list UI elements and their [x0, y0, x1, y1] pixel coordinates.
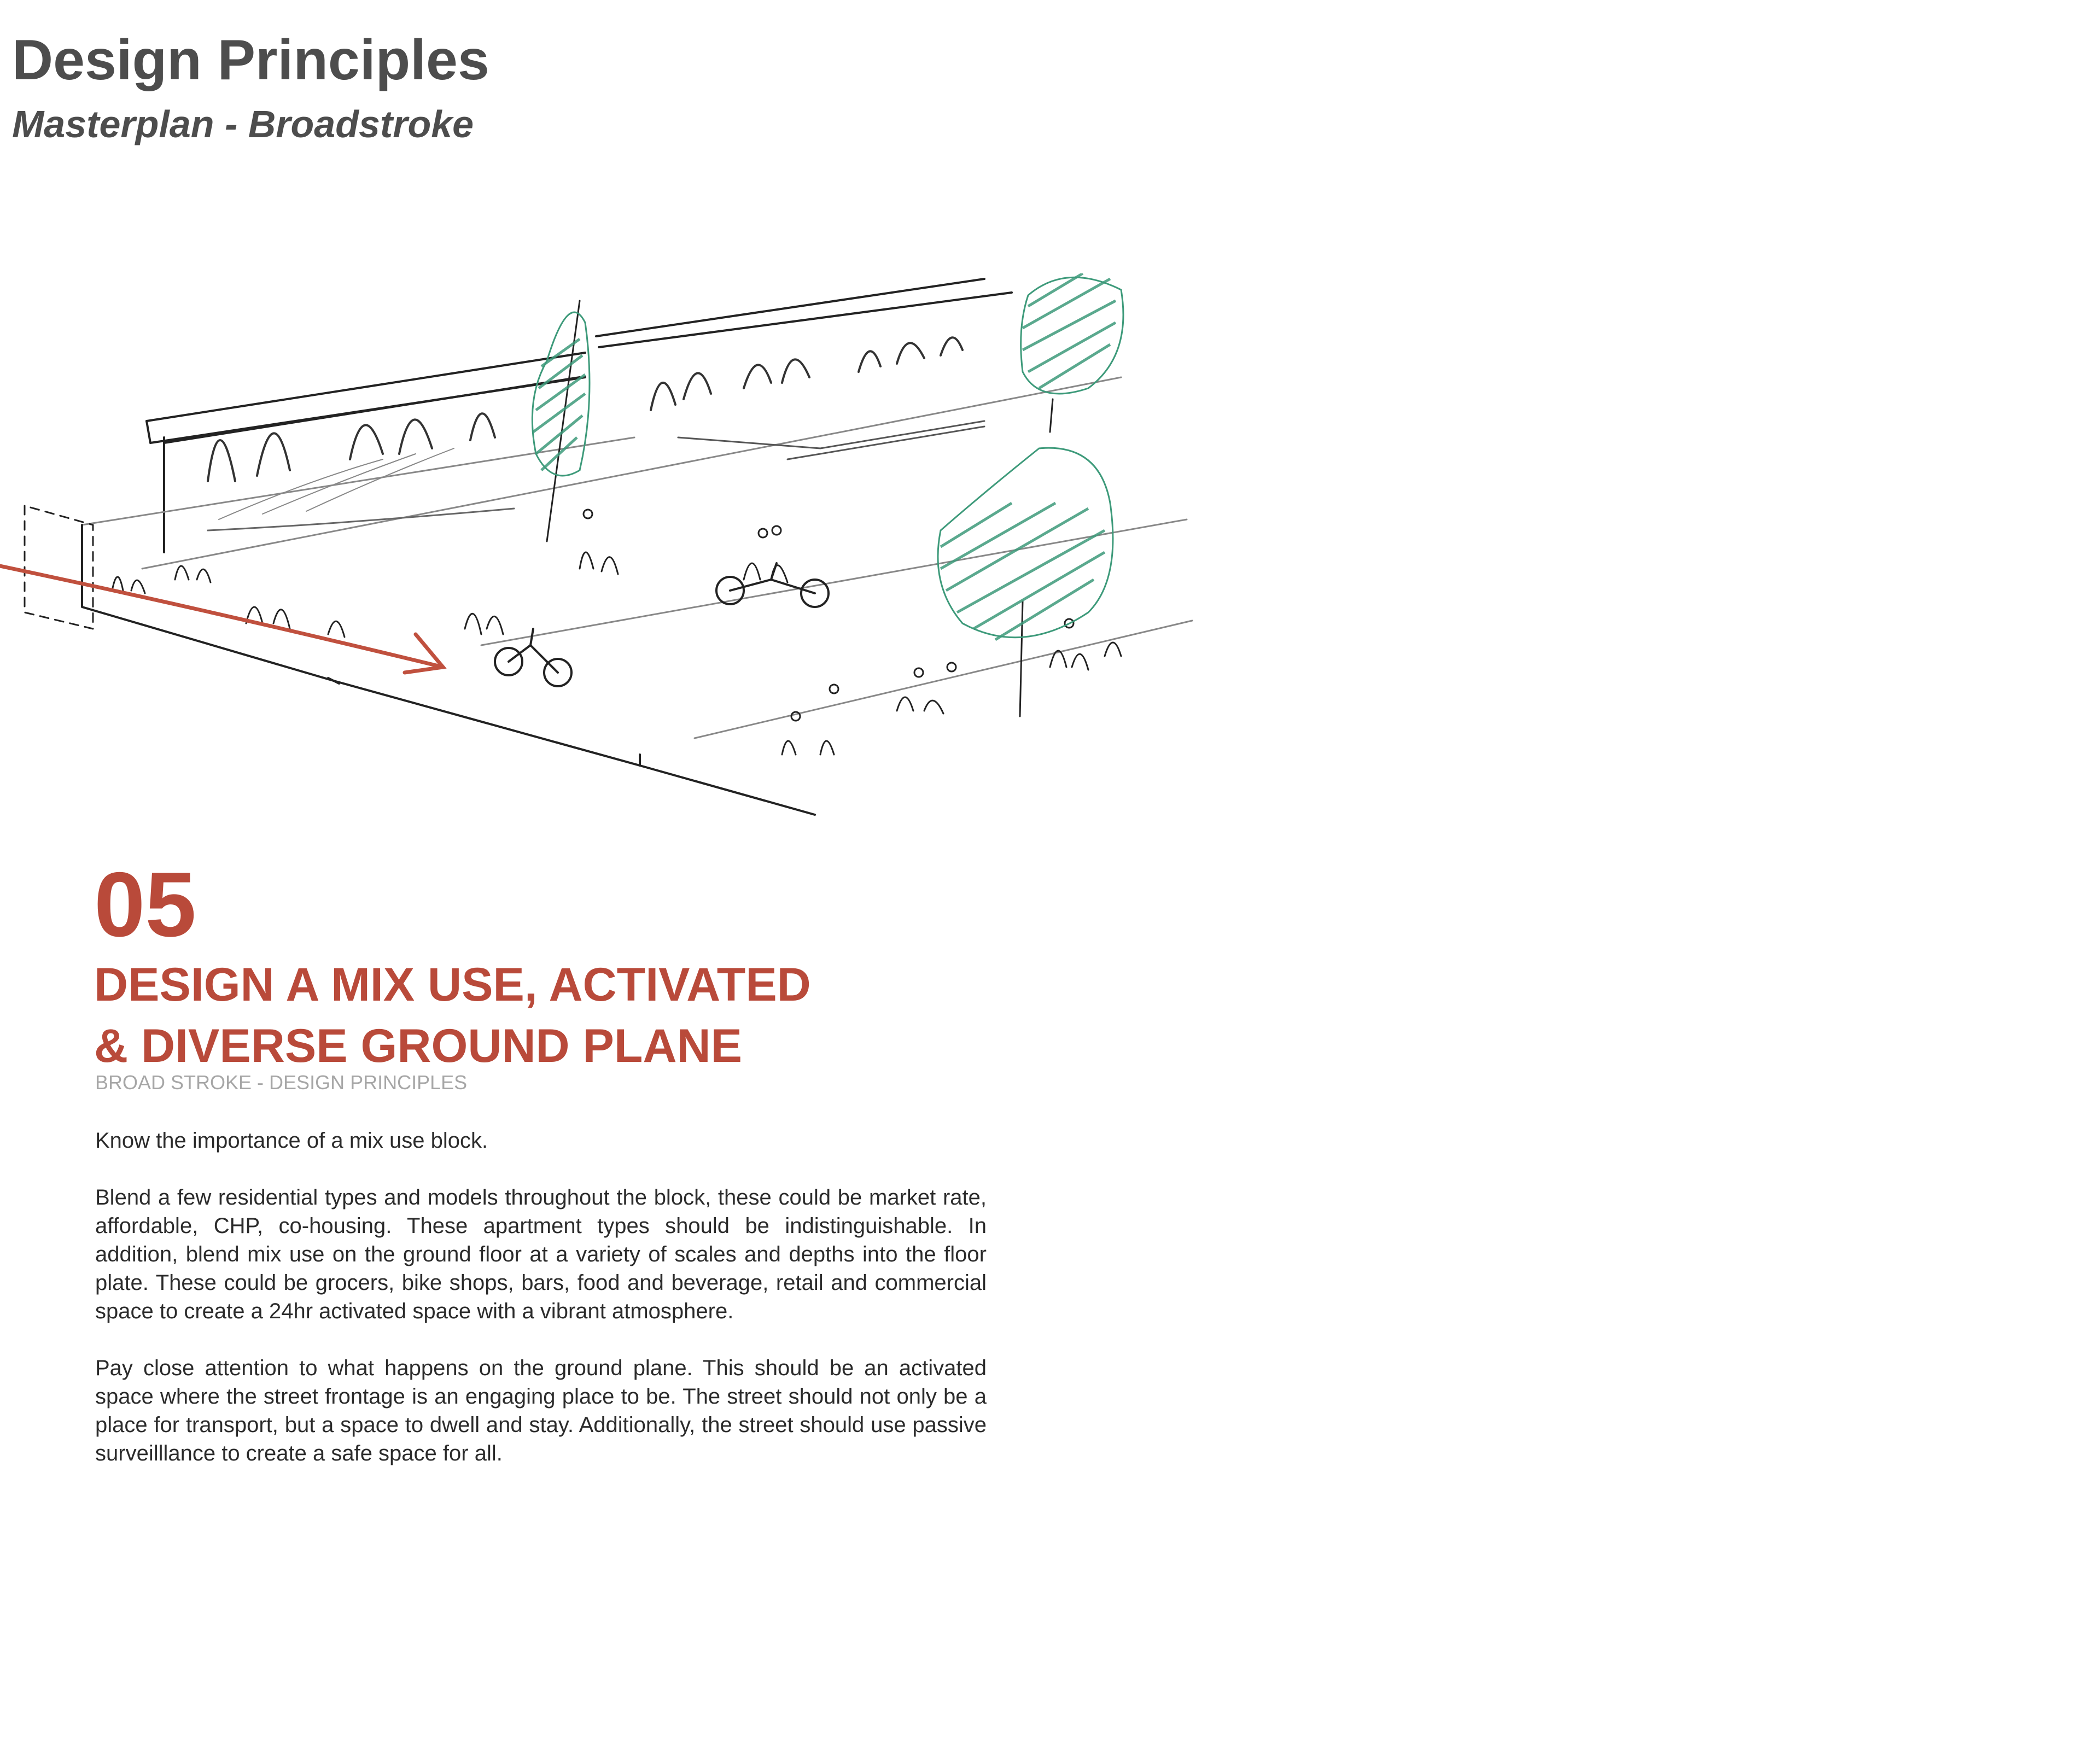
- page-subtitle: Masterplan - Broadstroke: [12, 103, 474, 145]
- principle-heading: [94, 954, 811, 1077]
- principle-body: [95, 1126, 987, 1496]
- principle-heading-line-1: DESIGN A MIX USE, ACTIVATED: [94, 959, 811, 1011]
- paragraph-2: Blend a few residential types and models throughout the block, these could be market rate, affordable, CHP, co-housing. These apartment types should be indistinguishable. In addition, blend mix use on the ground floor at a variety of scales and depths into the floor plate. These could be grocers, bike shops, bars, food and beverage, retail and commercial space to create a 24hr activated space with a vibrant atmosphere.: [95, 1185, 987, 1323]
- principle-kicker: BROAD STROKE - DESIGN PRINCIPLES: [95, 1071, 468, 1094]
- principle-heading-line-2: & DIVERSE GROUND PLANE: [94, 1020, 743, 1072]
- paragraph-1: Know the importance of a mix use block.: [95, 1129, 488, 1153]
- paragraph-3: Pay close attention to what happens on the ground plane. This should be an activated space where the street frontage is an engaging place to be. The street should not only be a place for transport, but a space to dwell and stay. Additionally, the street should use passive surveilllance to create a safe space for all.: [95, 1356, 987, 1465]
- page-title: Design Principles: [12, 28, 489, 92]
- principle-number: 05: [94, 853, 196, 956]
- street-sketch-illustration: [0, 273, 1203, 837]
